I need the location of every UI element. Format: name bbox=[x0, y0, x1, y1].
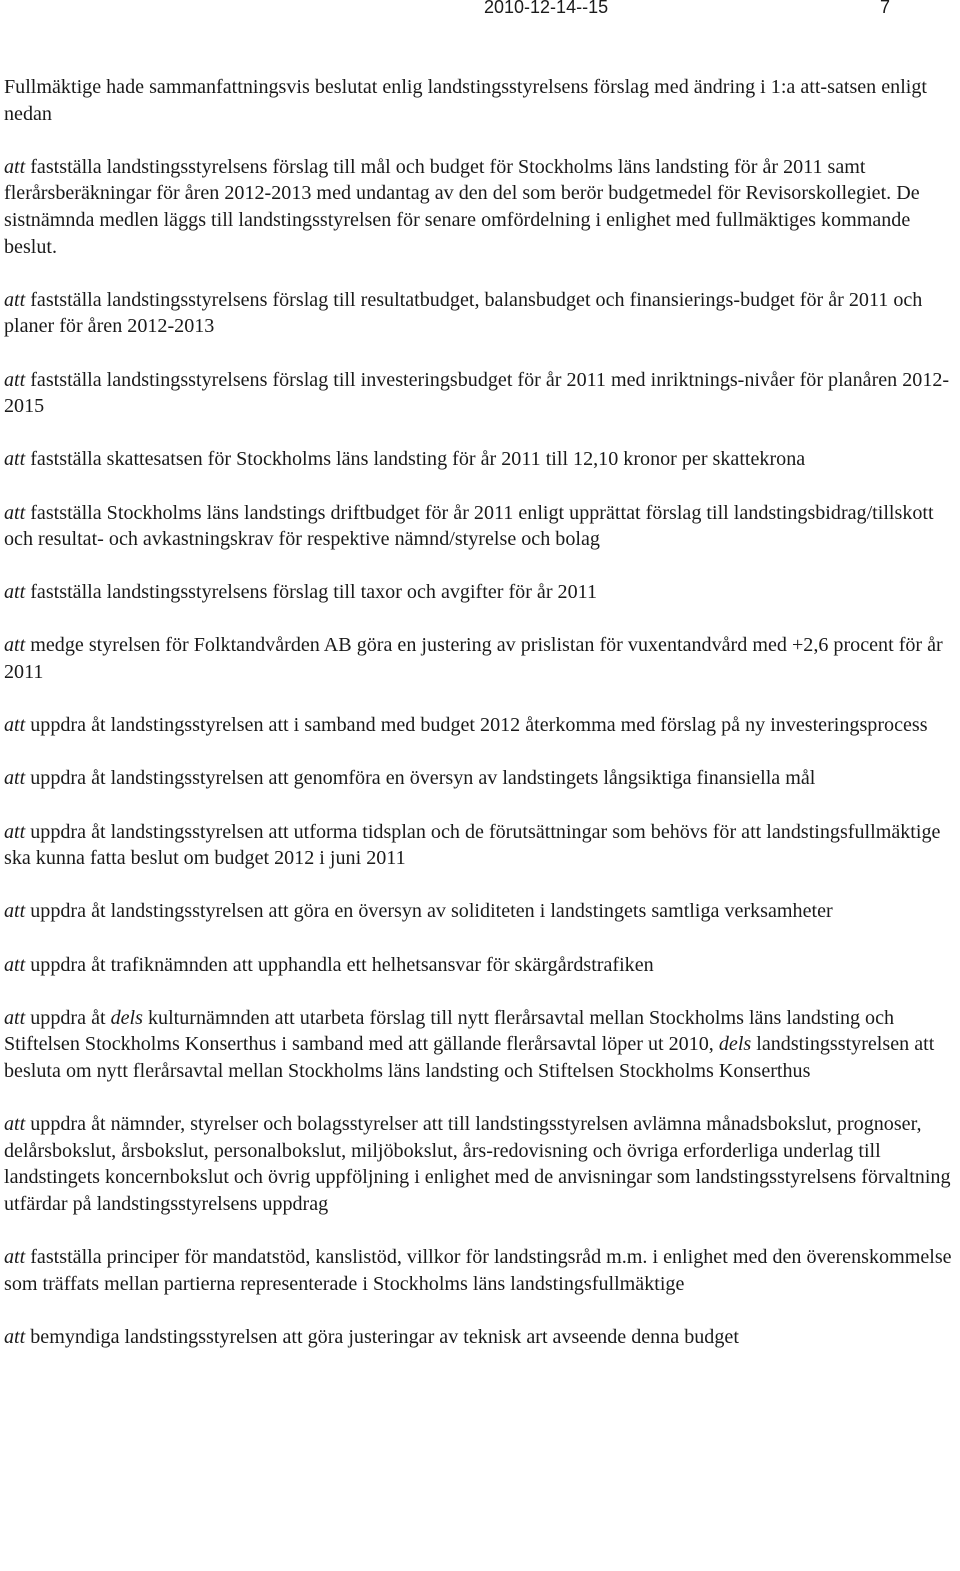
clause-text: uppdra åt landstingsstyrelsen att i samband med budget 2012 återkomma med förslag på ny investeringsprocess bbox=[25, 714, 928, 737]
clause-text: fastställa landstingsstyrelsens förslag till resultatbudget, balansbudget och finansierings-budget för år 2011 och planer för åren 2012-2013 bbox=[4, 288, 923, 338]
att-keyword: att bbox=[4, 1113, 26, 1136]
att-keyword: att bbox=[4, 581, 26, 604]
att-keyword: att bbox=[4, 1006, 26, 1029]
att-keyword: att bbox=[4, 288, 26, 311]
att-keyword: att bbox=[4, 767, 26, 790]
clause-text: fastställa landstingsstyrelsens förslag till investeringsbudget för år 2011 med inriktnings-nivåer för planåren 2012-2015 bbox=[4, 368, 950, 418]
clause-text: uppdra åt landstingsstyrelsen att göra en översyn av soliditeten i landstingets samtliga verksamheter bbox=[25, 900, 833, 923]
att-clause-8 bbox=[4, 712, 956, 739]
att-keyword: att bbox=[4, 900, 26, 923]
att-keyword: att bbox=[4, 1246, 26, 1269]
att-clause-13 bbox=[4, 1005, 956, 1085]
att-keyword: att bbox=[4, 953, 26, 976]
clause-text: uppdra åt trafiknämnden att upphandla ett helhetsansvar för skärgårdstrafiken bbox=[25, 953, 654, 976]
dels-keyword: dels bbox=[718, 1033, 752, 1056]
clause-text: fastställa skattesatsen för Stockholms läns landsting för år 2011 till 12,10 kronor per skattekrona bbox=[25, 448, 806, 471]
clause-text: fastställa Stockholms läns landstings driftbudget för år 2011 enligt upprättat förslag till landstingsbidrag/tillskott och resultat- och avkastningskrav för respektive nämnd/styrelse och bolag bbox=[4, 501, 934, 551]
att-keyword: att bbox=[4, 634, 26, 657]
document-body bbox=[4, 74, 956, 1377]
att-keyword: att bbox=[4, 1325, 26, 1348]
att-clause-4 bbox=[4, 446, 956, 473]
att-clause-14 bbox=[4, 1111, 956, 1217]
clause-text: kulturnämnden att utarbeta förslag till nytt flerårsavtal mellan Stockholms läns landsting och Stiftelsen Stockholms Konserthus i samband med att gällande flerårsavtal löper ut 2010, bbox=[4, 1006, 895, 1056]
clause-text: fastställa principer för mandatstöd, kanslistöd, villkor för landstingsråd m.m. i enlighet med den överenskommelse som träffats mellan partierna representerade i Stockholms läns landstingsfullmäktige bbox=[4, 1246, 952, 1295]
att-keyword: att bbox=[4, 448, 26, 471]
clause-text: uppdra åt landstingsstyrelsen att utforma tidsplan och de förutsättningar som behövs för att landstingsfullmäktige ska kunna fatta beslut om budget 2012 i juni 2011 bbox=[4, 820, 941, 870]
att-clause-15 bbox=[4, 1244, 956, 1297]
page-number: 7 bbox=[880, 0, 891, 17]
att-clause-1 bbox=[4, 154, 956, 260]
intro-paragraph: Fullmäktige hade sammanfattningsvis beslutat enlig landstingsstyrelsens förslag med ändring i 1:a att-satsen enligt nedan bbox=[4, 76, 928, 125]
clause-text: uppdra åt bbox=[25, 1006, 111, 1029]
clause-text: landstingsstyrelsen att besluta om nytt flerårsavtal mellan Stockholms läns landsting och Stiftelsen Stockholms Konserthus bbox=[4, 1033, 935, 1082]
att-clause-7 bbox=[4, 632, 956, 685]
att-clause-16 bbox=[4, 1324, 956, 1351]
header-date: 2010-12-14--15 bbox=[484, 0, 609, 17]
clause-text: medge styrelsen för Folktandvården AB göra en justering av prislistan för vuxentandvård med +2,6 procent för år 2011 bbox=[4, 634, 943, 684]
att-keyword: att bbox=[4, 501, 26, 524]
clause-text: uppdra åt nämnder, styrelser och bolagsstyrelser att till landstingsstyrelsen avlämna månadsbokslut, prognoser, delårsbokslut, årsbokslut, personalbokslut, miljöbokslut, års-redovisning och övriga erforderliga underlag till landstingets koncernbokslut och övrig uppföljning i enlighet med de anvisningar som landstingsstyrelsens förvaltning utfärdar på landstingsstyrelsens uppdrag bbox=[4, 1113, 951, 1215]
att-keyword: att bbox=[4, 820, 26, 843]
att-clause-12 bbox=[4, 952, 956, 979]
clause-text: fastställa landstingsstyrelsens förslag till taxor och avgifter för år 2011 bbox=[25, 581, 597, 604]
att-keyword: att bbox=[4, 714, 26, 737]
att-clause-9 bbox=[4, 765, 956, 792]
att-keyword: att bbox=[4, 368, 26, 391]
att-clause-3 bbox=[4, 367, 956, 420]
att-clause-6 bbox=[4, 579, 956, 606]
att-keyword: att bbox=[4, 155, 26, 178]
page-header bbox=[0, 0, 960, 22]
att-clause-11 bbox=[4, 898, 956, 925]
clause-text: bemyndiga landstingsstyrelsen att göra justeringar av teknisk art avseende denna budget bbox=[25, 1325, 739, 1348]
att-clause-10 bbox=[4, 819, 956, 872]
clause-text: uppdra åt landstingsstyrelsen att genomföra en översyn av landstingets långsiktiga finansiella mål bbox=[25, 767, 816, 790]
clause-text: fastställa landstingsstyrelsens förslag till mål och budget för Stockholms läns landsting för år 2011 samt flerårsberäkningar för åren 2012-2013 med undantag av den del som berör budgetmedel för Revisorskollegiet. De sistnämnda medlen läggs till landstingsstyrelsen för senare omfördelning i enlighet med fullmäktiges kommande beslut. bbox=[4, 155, 920, 258]
att-clause-5 bbox=[4, 500, 956, 553]
att-clause-2 bbox=[4, 287, 956, 340]
dels-keyword: dels bbox=[110, 1006, 143, 1029]
